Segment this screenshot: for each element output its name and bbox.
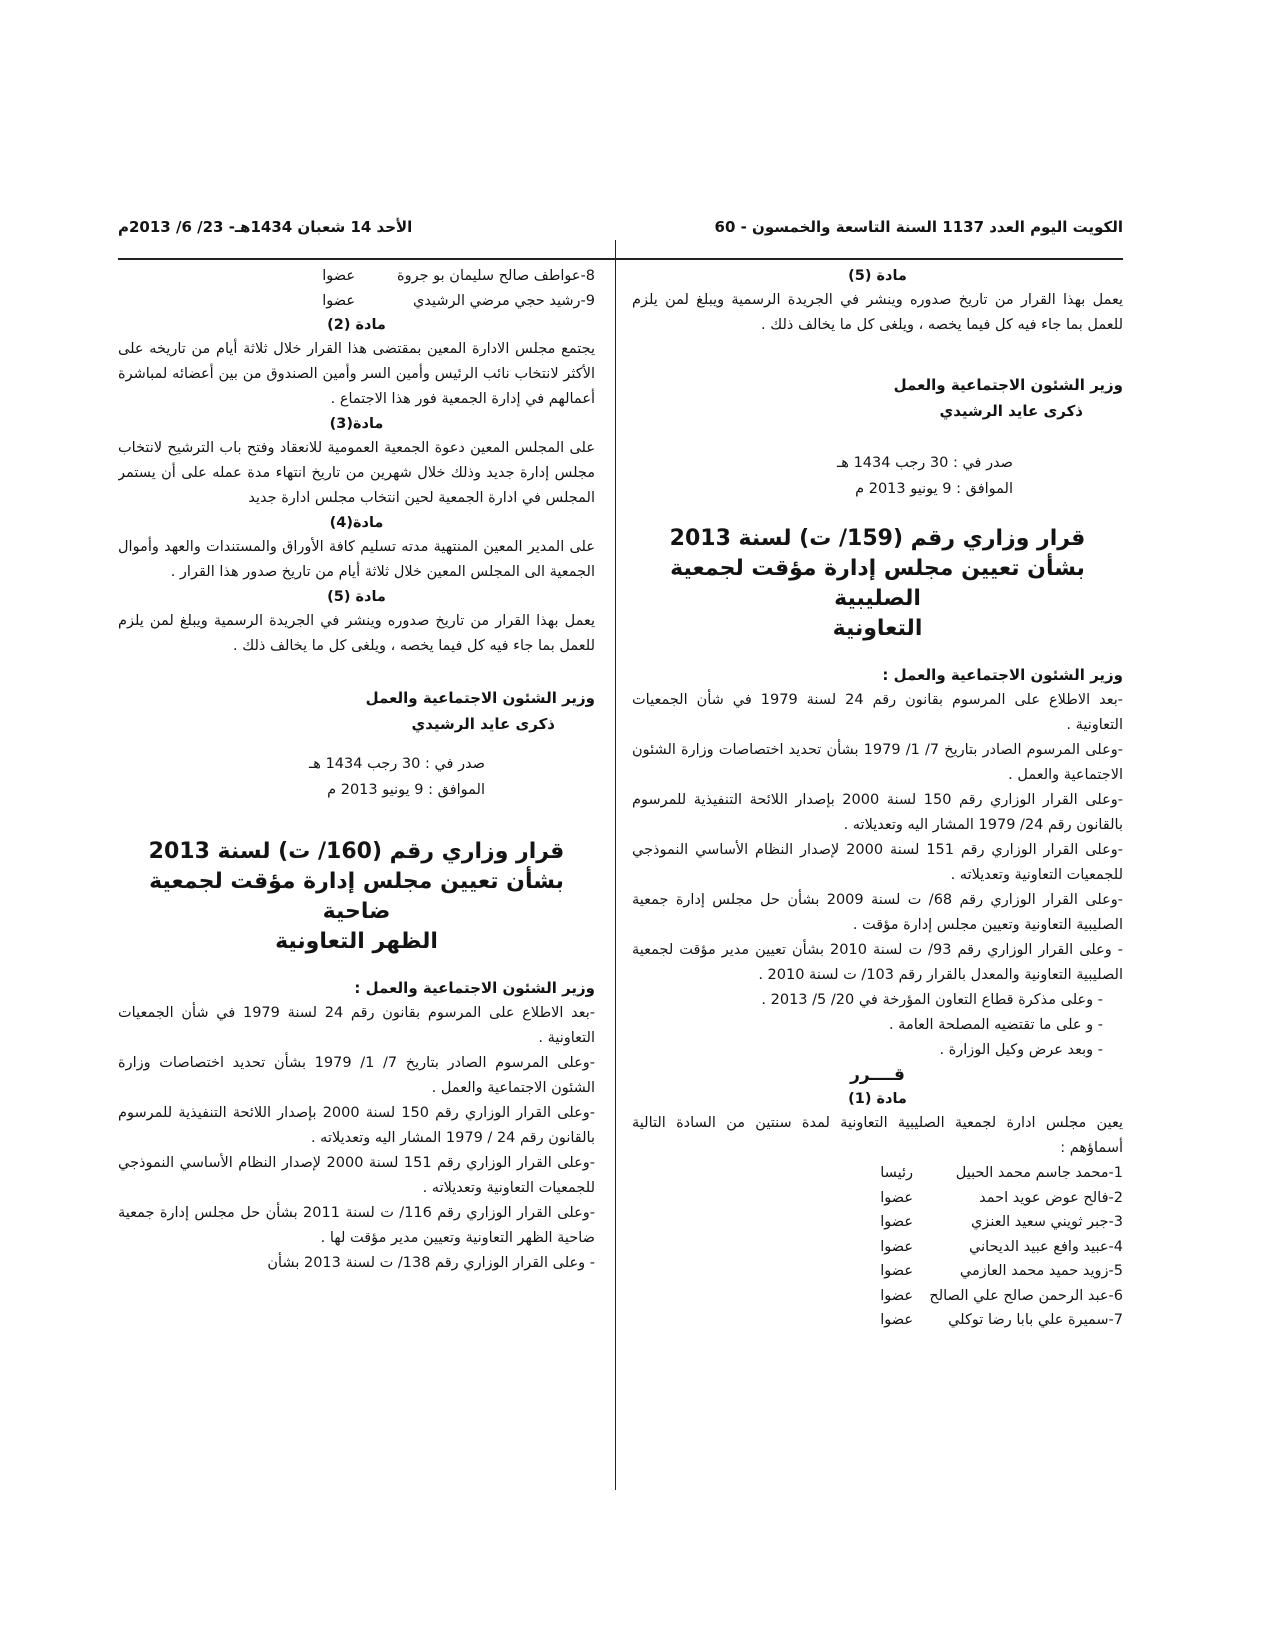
- header-issue-info: الكويت اليوم العدد 1137 السنة التاسعة والخمسون - 60: [714, 218, 1123, 236]
- preamble-clause: -وعلى المرسوم الصادر بتاريخ 7/ 1/ 1979 بشأن تحديد اختصاصات وزارة الشئون الاجتماعية والعمل .: [118, 1055, 595, 1096]
- member-name: 9-رشيد حجي مرضي الرشيدي: [413, 292, 595, 309]
- article-3-title: مادة(3): [329, 416, 384, 432]
- article-5-title: مادة (5): [848, 268, 907, 284]
- decree-subject: بشأن تعيين مجلس إدارة مؤقت لجمعية الصليبية: [670, 556, 1085, 611]
- member-name: 2-فالح عوض عويد احمد: [979, 1189, 1123, 1206]
- issued-date: صدر في : 30 رجب 1434 هـ: [837, 455, 1013, 471]
- signature-name: ذكرى عايد الرشيدي: [939, 402, 1083, 420]
- article-4-title: مادة(4): [329, 515, 384, 531]
- member-name: 6-عبد الرحمن صالح علي الصالح: [929, 1287, 1123, 1304]
- article-2-text: يجتمع مجلس الادارة المعين بمقتضى هذا القرار خلال ثلاثة أيام من تاريخه على الأكثر لانتخاب نائب الرئيس وأمين السر وأمين الصندوق من بين أعضائه لمباشرة أعمالهم في إدارة الجمعية فور هذا الاجتماع .: [118, 341, 595, 407]
- member-role: عضوا: [880, 1263, 913, 1279]
- article-3-text: على المجلس المعين دعوة الجمعية العمومية للانعقاد وفتح باب الترشيح لانتخاب مجلس إدارة جديد وذلك خلال شهرين من تاريخ انتهاء مدة عمله على أن يستمر المجلس في ادارة الجمعية لحين انتخاب مجلس ادارة جديد: [118, 440, 595, 506]
- decree-title: قرار وزاري رقم (160/ ت) لسنة 2013: [148, 839, 565, 864]
- member-row: [632, 1210, 1123, 1235]
- member-row: [632, 1284, 1123, 1309]
- member-row: [118, 264, 595, 289]
- right-column: [632, 264, 1123, 1484]
- decree-title: قرار وزاري رقم (159/ ت) لسنة 2013: [669, 526, 1086, 551]
- article-1-title: مادة (1): [848, 1091, 907, 1107]
- member-row: [632, 1308, 1123, 1333]
- member-name: 3-جبر ثويني سعيد العنزي: [971, 1214, 1123, 1230]
- signature-name: ذكرى عايد الرشيدي: [411, 715, 555, 733]
- member-row: [632, 1235, 1123, 1260]
- member-role: عضوا: [880, 1214, 913, 1230]
- issued-date: صدر في : 30 رجب 1434 هـ: [309, 756, 485, 772]
- article-5-text: يعمل بهذا القرار من تاريخ صدوره وينشر في الجريدة الرسمية ويبلغ لمن يلزم للعمل بما جاء فيه كل فيما يخصه ، ويلغى كل ما يخالف ذلك .: [118, 613, 595, 654]
- decided-heading: قــــرر: [850, 1065, 905, 1085]
- header-divider: [118, 258, 1123, 260]
- preamble-clause: -وعلى القرار الوزاري رقم 116/ ت لسنة 2011 بشأن حل مجلس إدارة جمعية ضاحية الظهر التعاونية وتعيين مدير مؤقت لها .: [118, 1205, 595, 1246]
- member-role: عضوا: [880, 1238, 913, 1255]
- left-column: [118, 264, 595, 1484]
- preamble-clause: -بعد الاطلاع على المرسوم بقانون رقم 24 لسنة 1979 في شأن الجمعيات التعاونية .: [632, 692, 1123, 733]
- decree-subject-cont: الظهر التعاونية: [275, 929, 438, 954]
- decree-subject: بشأن تعيين مجلس إدارة مؤقت لجمعية ضاحية: [149, 869, 564, 924]
- article-1-text: يعين مجلس ادارة لجمعية الصليبية التعاونية لمدة سنتين من السادة التالية أسماؤهم :: [632, 1115, 1123, 1156]
- article-4-text: على المدير المعين المنتهية مدته تسليم كافة الأوراق والمستندات والعهد وأموال الجمعية الى المجلس المعين خلال ثلاثة أيام من تاريخ صدور هذا القرار .: [118, 539, 595, 580]
- column-divider: [615, 240, 616, 1490]
- member-name: 5-زويد حميد محمد العازمي: [959, 1263, 1123, 1279]
- header-date: الأحد 14 شعبان 1434هـ- 23/ 6/ 2013م: [118, 218, 413, 236]
- minister-line: وزير الشئون الاجتماعية والعمل :: [882, 666, 1123, 684]
- article-5-title: مادة (5): [327, 589, 386, 605]
- preamble-clause: -وعلى القرار الوزاري رقم 151 لسنة 2000 لإصدار النظام الأساسي النموذجي للجمعيات التعاونية وتعديلاته .: [118, 1155, 595, 1196]
- member-name: 1-محمد جاسم محمد الحبيل: [955, 1165, 1123, 1181]
- member-role: عضوا: [322, 268, 355, 284]
- signature-title: وزير الشئون الاجتماعية والعمل: [893, 376, 1123, 394]
- member-name: 8-عواطف صالح سليمان بو جروة: [397, 268, 595, 284]
- member-role: عضوا: [880, 1312, 913, 1328]
- decree-subject-cont: التعاونية: [832, 616, 923, 641]
- gregorian-date: الموافق : 9 يونيو 2013 م: [855, 481, 1013, 497]
- preamble-clause: -وعلى القرار الوزاري رقم 150 لسنة 2000 بإصدار اللائحة التنفيذية للمرسوم بالقانون رقم 24 / 1979 المشار اليه وتعديلاته .: [118, 1105, 595, 1146]
- member-name: 4-عبيد وافع عبيد الديحاني: [969, 1238, 1123, 1255]
- preamble-bullet: - و على ما تقتضيه المصلحة العامة .: [888, 1017, 1103, 1033]
- minister-line: وزير الشئون الاجتماعية والعمل :: [354, 979, 595, 997]
- member-role: عضوا: [880, 1287, 913, 1304]
- member-name: 7-سميرة علي بابا رضا توكلي: [948, 1312, 1123, 1328]
- preamble-clause: -وعلى القرار الوزاري رقم 151 لسنة 2000 لإصدار النظام الأساسي النموذجي للجمعيات التعاونية وتعديلاته .: [632, 842, 1123, 883]
- gregorian-date: الموافق : 9 يونيو 2013 م: [327, 782, 485, 798]
- preamble-clause: -بعد الاطلاع على المرسوم بقانون رقم 24 لسنة 1979 في شأن الجمعيات التعاونية .: [118, 1005, 595, 1046]
- preamble-clause: -وعلى المرسوم الصادر بتاريخ 7/ 1/ 1979 بشأن تحديد اختصاصات وزارة الشئون الاجتماعية والعمل .: [632, 742, 1123, 783]
- member-role: عضوا: [880, 1189, 913, 1206]
- preamble-clause: -وعلى القرار الوزاري رقم 68/ ت لسنة 2009 بشأن حل مجلس إدارة جمعية الصليبية التعاونية وتعيين مجلس إدارة مؤقت .: [632, 892, 1123, 933]
- preamble-bullet: - وبعد عرض وكيل الوزارة .: [939, 1042, 1103, 1058]
- member-row: [632, 1259, 1123, 1284]
- article-5-text: يعمل بهذا القرار من تاريخ صدوره وينشر في الجريدة الرسمية ويبلغ لمن يلزم للعمل بما جاء فيه كل فيما يخصه ، ويلغى كل ما يخالف ذلك .: [632, 292, 1123, 333]
- preamble-bullet: - وعلى مذكرة قطاع التعاون المؤرخة في 20/ 5/ 2013 .: [761, 992, 1103, 1008]
- preamble-clause: - وعلى القرار الوزاري رقم 138/ ت لسنة 2013 بشأن: [267, 1255, 595, 1271]
- member-role: رئيسا: [880, 1165, 913, 1181]
- preamble-clause: - وعلى القرار الوزاري رقم 93/ ت لسنة 2010 بشأن تعيين مدير مؤقت لجمعية الصليبية التعاونية والمعدل بالقرار رقم 103/ ت لسنة 2010 .: [632, 942, 1123, 983]
- article-2-title: مادة (2): [327, 317, 386, 333]
- member-row: [632, 1186, 1123, 1211]
- member-row: [632, 1161, 1123, 1186]
- member-row: [118, 289, 595, 314]
- preamble-clause: -وعلى القرار الوزاري رقم 150 لسنة 2000 بإصدار اللائحة التنفيذية للمرسوم بالقانون رقم 24/ 1979 المشار اليه وتعديلاته .: [632, 792, 1123, 833]
- member-role: عضوا: [322, 292, 355, 309]
- signature-title: وزير الشئون الاجتماعية والعمل: [365, 689, 595, 707]
